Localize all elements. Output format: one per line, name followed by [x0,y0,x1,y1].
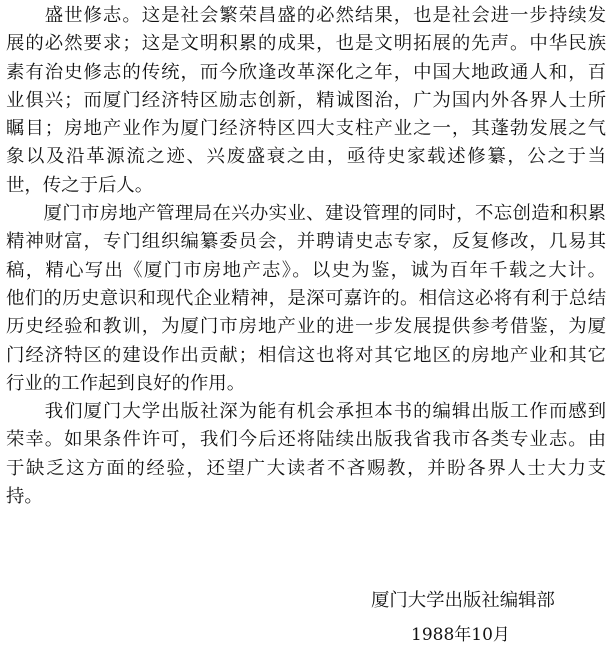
text-line: 我们厦门大学出版社深为能有机会承担本书的编辑出版工作而感到 [6,401,606,423]
text-line: 世，传之于后人。 [6,174,154,196]
text-line: 门经济特区的建设作出贡献；相信这也将对其它地区的房地产业和其它 [6,344,606,366]
text-line: 素有治史修志的传统，而今欣逢改革深化之年，中国大地政通人和，百 [6,61,606,83]
body-text [6,2,606,511]
text-line: 象以及沿革源流之迹、兴废盛衰之由，亟待史家载述修纂，公之于当 [6,146,606,168]
text-line: 瞩目；房地产业作为厦门经济特区四大支柱产业之一，其蓬勃发展之气 [6,118,606,140]
text-line: 持。 [6,486,43,508]
text-line: 厦门市房地产管理局在兴办实业、建设管理的同时，不忘创造和积累 [6,203,606,225]
text-line: 精神财富，专门组织编纂委员会，并聘请史志专家，反复修改，几易其 [6,231,606,253]
text-line: 荣幸。如果条件许可，我们今后还将陆续出版我省我市各类专业志。由 [6,429,606,451]
text-line: 业俱兴；而厦门经济特区励志创新，精诚图治，广为国内外各界人士所 [6,89,606,111]
text-line: 历史经验和教训，为厦门市房地产业的进一步发展提供参考借鉴，为厦 [6,316,606,338]
text-line: 行业的工作起到良好的作用。 [6,372,246,394]
text-line: 于缺乏这方面的经验，还望广大读者不吝赐教，并盼各界人士大力支 [6,457,606,479]
text-line: 稿，精心写出《厦门市房地产志》。以史为鉴，诚为百年千载之大计。 [6,259,606,281]
text-line: 盛世修志。这是社会繁荣昌盛的必然结果，也是社会进一步持续发 [6,5,606,26]
signature: 厦门大学出版社编辑部 [371,590,555,611]
text-line: 他们的历史意识和现代企业精神，是深可嘉许的。相信这必将有利于总结 [6,287,606,309]
text-line: 展的必然要求；这是文明积累的成果，也是文明拓展的先声。中华民族 [6,33,606,55]
date: 1988年10月 [411,625,510,645]
